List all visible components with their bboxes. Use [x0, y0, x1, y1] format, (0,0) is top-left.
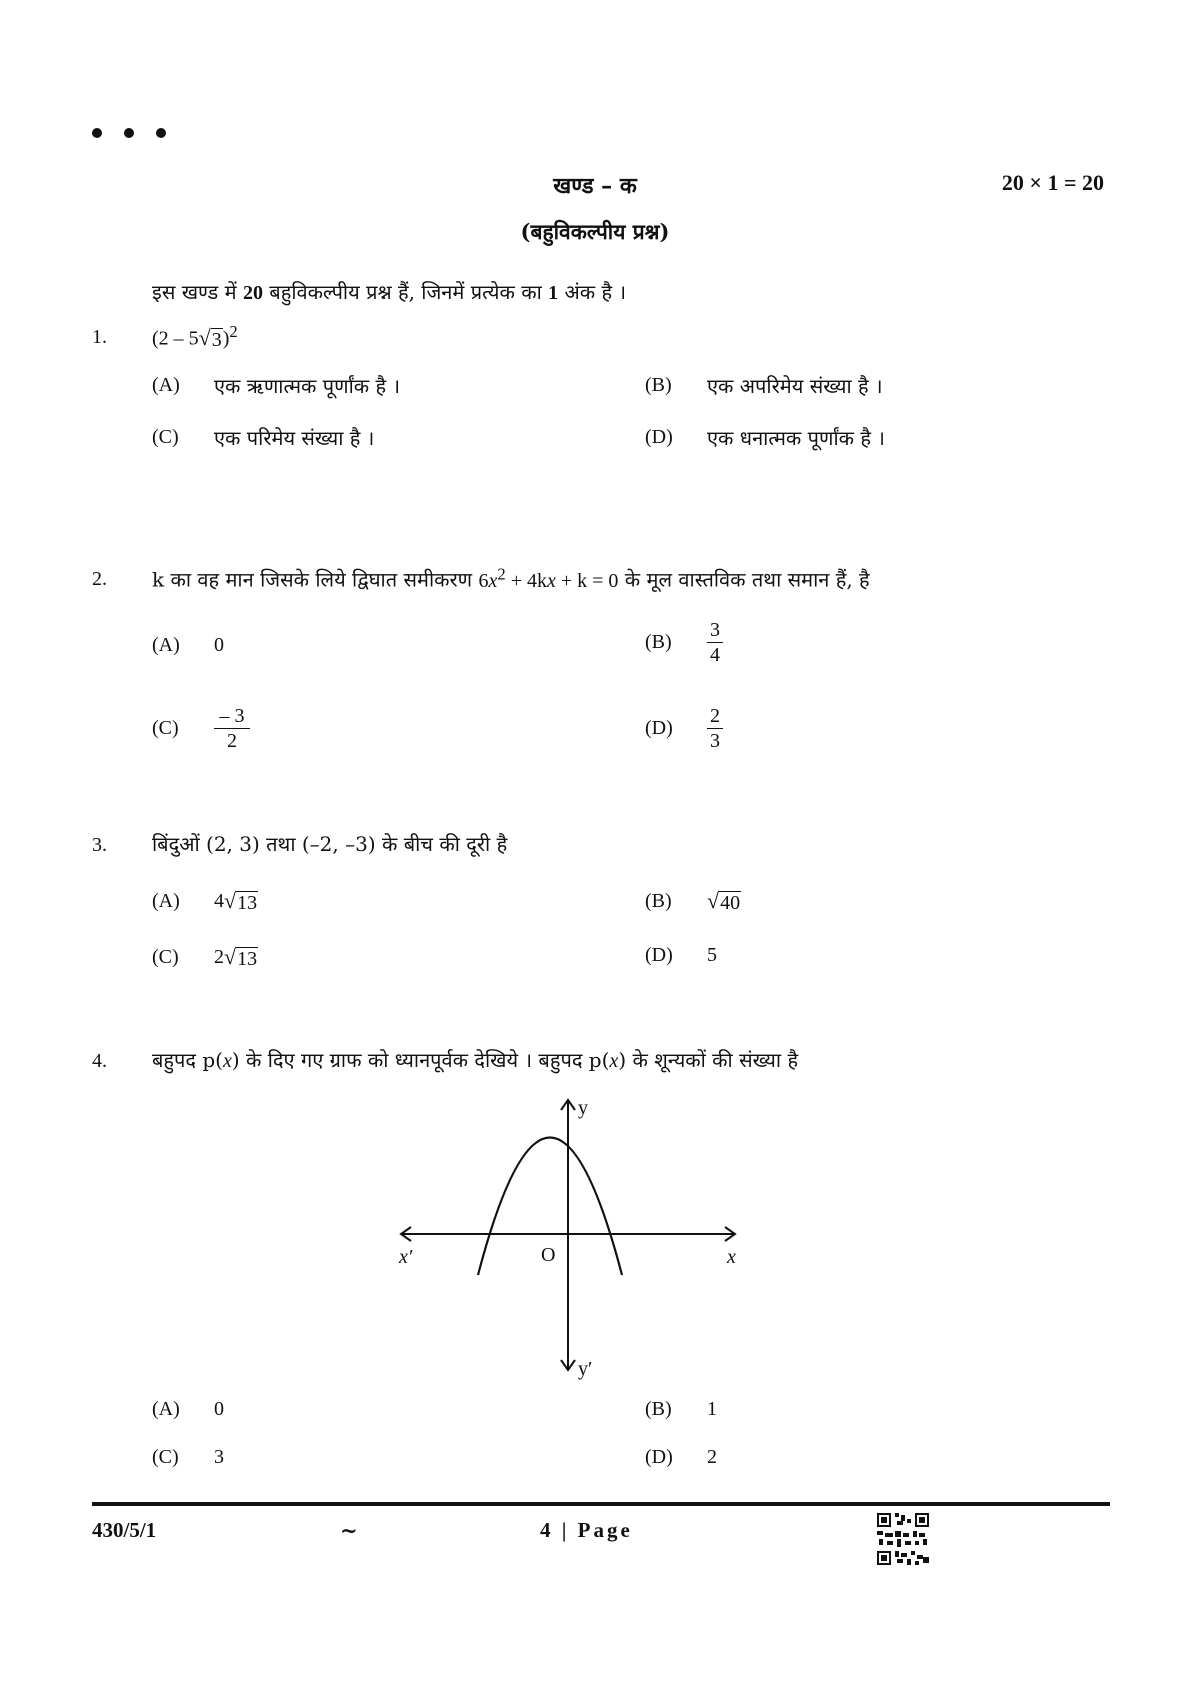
option-value: 1 [707, 1398, 717, 1420]
label-x: x [727, 1246, 736, 1268]
dot-icon [92, 128, 102, 138]
coefficient: 4 [214, 889, 224, 912]
eq-part: + k = 0 [555, 569, 619, 592]
square-root [224, 944, 258, 970]
instruction-text: बहुविकल्पीय प्रश्न हैं, जिनमें प्रत्येक का [262, 280, 549, 304]
page-marker-dots [92, 128, 166, 138]
label-x-neg: x′ [399, 1246, 413, 1268]
question-text: बहुपद p( [152, 1048, 223, 1072]
equation [478, 564, 619, 592]
expr-part: ) [222, 327, 230, 350]
radicand: 40 [720, 892, 741, 914]
q2-option-b[interactable] [645, 618, 723, 667]
exponent: 2 [497, 564, 506, 583]
q4-option-c[interactable] [152, 1446, 224, 1469]
question-text: k का वह मान जिसके लिये द्विघात समीकरण [152, 567, 479, 592]
q3-option-b[interactable] [645, 888, 741, 914]
option-label: (D) [645, 426, 673, 448]
numerator: 2 [710, 705, 720, 727]
section-title: खण्ड – क [553, 173, 637, 199]
option-label: (B) [645, 374, 672, 396]
dot-icon [156, 128, 166, 138]
dot-icon [124, 128, 134, 138]
question-number: 2. [92, 568, 107, 590]
square-root [707, 888, 741, 914]
radicand: 13 [237, 892, 258, 914]
option-label: (B) [645, 631, 672, 653]
label-y: y [578, 1097, 588, 1119]
q1-option-a[interactable] [152, 372, 400, 399]
denominator: 3 [710, 730, 720, 752]
fraction [707, 704, 723, 753]
radical-sign-icon: √ [198, 324, 211, 350]
square-root [199, 325, 223, 351]
label-y-neg: y′ [578, 1358, 593, 1380]
section-subtitle: (बहुविकल्पीय प्रश्न) [520, 219, 670, 244]
option-label: (A) [152, 374, 180, 396]
eq-var: x [546, 569, 556, 592]
label-origin: O [541, 1244, 556, 1266]
footer-divider [92, 1502, 1110, 1506]
section-instruction [152, 278, 626, 305]
radical-sign-icon: √ [224, 888, 237, 913]
eq-var: x [488, 569, 498, 592]
option-value: 5 [707, 944, 717, 966]
option-label: (D) [645, 1446, 673, 1468]
page-number: 4 | Page [540, 1518, 633, 1542]
radicand: 13 [237, 948, 258, 970]
section-marks: 20 × 1 = 20 [1001, 170, 1104, 195]
question-number: 3. [92, 834, 107, 856]
option-label: (C) [152, 945, 179, 968]
option-label: (B) [645, 889, 672, 912]
option-label: (B) [645, 1398, 672, 1420]
q1-option-c[interactable] [152, 424, 374, 451]
option-label: (D) [645, 717, 673, 739]
instruction-text: अंक है । [558, 280, 627, 304]
exponent: 2 [229, 322, 238, 341]
numerator: – 3 [219, 705, 245, 727]
option-label: (C) [152, 1446, 179, 1468]
paper-code: 430/5/1 [92, 1518, 157, 1542]
q2-option-c[interactable] [152, 704, 250, 753]
q4-option-a[interactable] [152, 1398, 224, 1421]
qr-code-icon [877, 1513, 929, 1565]
denominator: 4 [710, 644, 720, 666]
instruction-text: इस खण्ड में [152, 280, 243, 304]
option-value: 2 [707, 1446, 717, 1468]
denominator: 2 [227, 730, 237, 752]
eq-part: 6 [478, 569, 489, 592]
option-label: (C) [152, 426, 179, 448]
question-text: ) के दिए गए ग्राफ को ध्यानपूर्वक देखिये । बहुपद p( [231, 1048, 610, 1072]
instruction-count: 20 [242, 282, 263, 304]
option-label: (A) [152, 634, 180, 656]
question-text: के मूल वास्तविक तथा समान हैं, है [618, 567, 870, 592]
radical-sign-icon: √ [707, 888, 720, 913]
option-label: (C) [152, 717, 179, 739]
q3-option-d[interactable] [645, 944, 717, 967]
option-text: एक ऋणात्मक पूर्णांक है । [214, 374, 401, 398]
expr-part: (2 – 5 [152, 327, 199, 350]
numerator: 3 [710, 619, 720, 641]
variable: x [222, 1050, 232, 1072]
option-value: 0 [214, 1398, 224, 1420]
option-text: एक अपरिमेय संख्या है । [707, 374, 883, 398]
variable: x [609, 1050, 619, 1072]
coefficient: 2 [214, 945, 224, 968]
radical-sign-icon: √ [224, 944, 237, 969]
q1-option-d[interactable] [645, 424, 885, 451]
option-value: 0 [214, 634, 224, 656]
q1-option-b[interactable] [645, 372, 883, 399]
q4-option-b[interactable] [645, 1398, 717, 1421]
question-3-text: बिंदुओं (2, 3) तथा (–2, –3) के बीच की दूरी है [152, 832, 508, 856]
square-root [224, 888, 258, 914]
option-label: (A) [152, 1398, 180, 1420]
fraction [214, 704, 250, 753]
radicand: 3 [211, 328, 222, 351]
question-text: ) के शून्यकों की संख्या है [618, 1048, 799, 1072]
option-text: एक धनात्मक पूर्णांक है । [707, 426, 885, 450]
q3-option-a[interactable] [152, 888, 258, 914]
q2-option-d[interactable] [645, 704, 723, 753]
q4-option-d[interactable] [645, 1446, 717, 1469]
question-4-text [152, 1046, 798, 1073]
eq-part: + 4k [505, 569, 547, 592]
option-value: 3 [214, 1446, 224, 1468]
question-number: 4. [92, 1050, 107, 1072]
option-text: एक परिमेय संख्या है । [214, 426, 375, 450]
question-number: 1. [92, 326, 107, 348]
q3-option-c[interactable] [152, 944, 258, 970]
instruction-marks: 1 [548, 282, 559, 304]
footer-tilde: ~ [340, 1518, 358, 1543]
option-label: (D) [645, 944, 673, 966]
fraction [707, 618, 723, 667]
question-2-text [152, 564, 870, 593]
option-label: (A) [152, 889, 180, 912]
q2-option-a[interactable] [152, 634, 224, 657]
parabola-graph [395, 1095, 755, 1385]
question-1-expression [152, 322, 238, 351]
